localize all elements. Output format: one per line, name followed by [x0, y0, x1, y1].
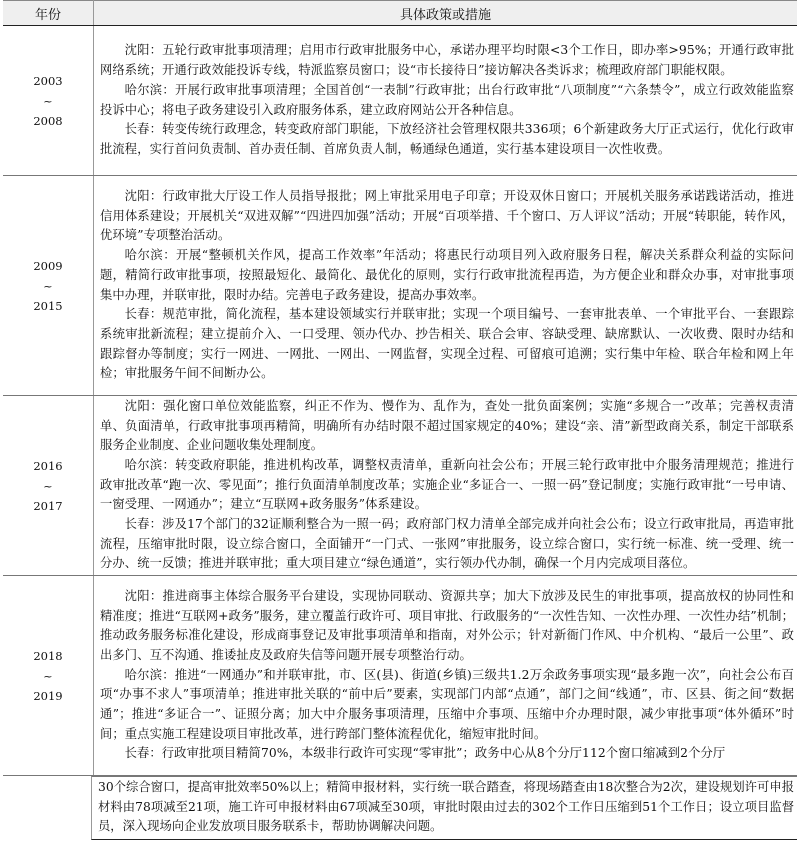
year-start: 2003 [33, 73, 63, 88]
policy-cell [94, 396, 798, 576]
table-header-row [3, 1, 797, 26]
year-cell [3, 176, 94, 396]
year-cell [3, 396, 94, 576]
policy-paragraph-changchun: 长春：涉及17个部门的32证顺利整合为一照一码；政府部门权力清单全部完成并向社会公布；设立行政审批局，再造审批流程，压缩审批时限，设立综合窗口，全面铺开“一门式、一张网”审批服务，设立综合窗口，实行统一标准、统一受理、统一分办、统一反馈；推进并联审批；重大项目建立“绿色通道”，实行领办代办制，确保一个月内完成项目落位。 [100, 517, 794, 571]
year-cell [3, 576, 94, 776]
policy-paragraph-harbin: 哈尔滨：转变政府职能，推进机构改革，调整权责清单，重新向社会公布；开展三轮行政审批中介服务清理规范；推进行政审批改革“跑一次、零见面”；推行负面清单制度改革；实施企业“多证合一、一照一码”登记制度；实施行政审批“一号申请、一窗受理、一网通办”；建立“互联网+政务服务”体系建设。 [100, 457, 794, 512]
year-tilde: ~ [43, 278, 53, 293]
year-end: 2015 [33, 298, 63, 313]
year-end: 2017 [33, 498, 63, 513]
policy-paragraph-harbin: 哈尔滨：开展“整顿机关作风，提高工作效率”年活动；将惠民行动项目列入政府服务日程，解决关系群众利益的实际问题，精简行政审批事项，按照最短化、最简化、最优化的原则，实行行政审批流程再造，为方便企业和群众办事，对审批事项集中办理，并联审批，限时办结。完善电子政务建设，提高办事效率。 [100, 248, 794, 302]
year-start: 2009 [33, 258, 63, 273]
year-tilde: ~ [43, 668, 53, 683]
year-start: 2016 [33, 458, 63, 473]
continuation-cell: 30个综合窗口，提高审批效率50%以上；精简申报材料，实行统一联合踏查，将现场踏查由18次整合为2次，建设规划许可申报材料由78项减至21项，施工许可申报材料由67项减至30项，审批时限由过去的302个工作日压缩到51个工作日；设立项目监督员，深入现场向企业发放项目服务联系卡，帮助协调解决问题。 [91, 776, 797, 840]
year-start: 2018 [33, 648, 63, 663]
year-cell [3, 26, 94, 176]
year-end: 2019 [33, 688, 63, 703]
policy-paragraph-shenyang: 沈阳：行政审批大厅设工作人员指导报批；网上审批采用电子印章；开设双休日窗口；开展机关服务承诺践诺活动，推进信用体系建设；开展机关“双进双解”“四进四加强”活动；开展“百项举措、千个窗口、万人评议”活动；开展“转职能，转作风，优环境”专项整治活动。 [100, 188, 794, 243]
table-row [3, 176, 797, 396]
policy-cell [94, 26, 798, 176]
policy-cell [94, 176, 798, 396]
table-row [3, 26, 797, 176]
policy-paragraph-changchun: 长春：转变传统行政理念，转变政府部门职能，下放经济社会管理权限共336项；6个新建政务大厅正式运行，优化行政审批流程，实行首问负责制、首办责任制、首席负责人制，畅通绿色通道，实行基本建设项目一次性收费。 [100, 122, 794, 156]
policy-column-header: 具体政策或措施 [94, 1, 798, 26]
policy-paragraph-harbin: 哈尔滨：推进“一网通办”和并联审批，市、区(县)、街道(乡镇)三级共1.2万余政务事项实现“最多跑一次”，向社会公布百项“办事不求人”事项清单；推进审批关联的“前中后”要素，实现部门内部“点通”，部门之间“线通”，市、区县、街之间“数据通”；推进“多证合一”、证照分离；加大中介服务事项清理，压缩中介事项、压缩中介办理时限，减少审批事项“体外循环”时间；重点实施工程建设项目审批改革，进行跨部门整体流程优化，缩短审批时间。 [100, 667, 794, 741]
table-continuation [3, 776, 797, 840]
year-end: 2008 [33, 113, 63, 128]
policy-paragraph-shenyang: 沈阳：五轮行政审批事项清理；启用市行政审批服务中心，承诺办理平均时限<3个工作日，即办率>95%；开通行政审批网络系统；开通行政效能投诉专线，特派监察员窗口；设“市长接待日”接访解决各类诉求；梳理政府部门职能权限。 [100, 43, 794, 78]
policy-paragraph-changchun: 长春：规范审批，简化流程，基本建设领域实行并联审批；实现一个项目编号、一套审批表单、一个审批平台、一套跟踪系统审批新流程；建立提前介入、一口受理、领办代办、抄告相关、联合会审、容缺受理、缺席默认、一次收费、限时办结和跟踪督办等制度；实行一网进、一网批、一网出、一网监督，实现全过程、可留痕可追溯；实行集中年检、联合年检和网上年检；审批服务午间不间断办公。 [100, 307, 794, 381]
policy-paragraph-shenyang: 沈阳：推进商事主体综合服务平台建设，实现协同联动、资源共享；加大下放涉及民生的审批事项，提高放权的协同性和精准度；推进“互联网+政务”服务，建立覆盖行政许可、项目审批、行政服务的“一次性告知、一次性办理、一次性办结”机制；推动政务服务标准化建设，形成商事登记及审批事项清单和指南，对外公示；针对新衙门作风、中介机构、“最后一公里”、政出多门、互不沟通、推诿扯皮及政府失信等问题开展专项整治行动。 [100, 588, 794, 662]
table-row [3, 396, 797, 576]
table-row [3, 576, 797, 776]
policy-cell [94, 576, 798, 776]
policy-paragraph-changchun: 长春：行政审批项目精简70%，本级非行政许可实现“零审批”；政务中心从8个分厅112个窗口缩减到2个分厅 [124, 746, 726, 761]
year-tilde: ~ [43, 478, 53, 493]
policy-paragraph-harbin: 哈尔滨：开展行政审批事项清理；全国首创“一表制”行政审批；出台行政审批“八项制度”“六条禁令”，成立行政效能监察投诉中心；将电子政务建设引入政府服务体系，建立政府网站公开各种信息。 [100, 82, 794, 117]
year-tilde: ~ [43, 93, 53, 108]
year-column-header: 年份 [3, 1, 94, 26]
policy-paragraph-shenyang: 沈阳：强化窗口单位效能监察，纠正不作为、慢作为、乱作为，查处一批负面案例；实施“多规合一”改革；完善权责清单、负面清单，行政审批事项再精简，明确所有办结时限不超过国家规定的40%；建设“亲、清”新型政商关系，制定干部联系服务企业制度、企业问题收集处理制度。 [100, 398, 794, 453]
policy-table [3, 0, 797, 776]
